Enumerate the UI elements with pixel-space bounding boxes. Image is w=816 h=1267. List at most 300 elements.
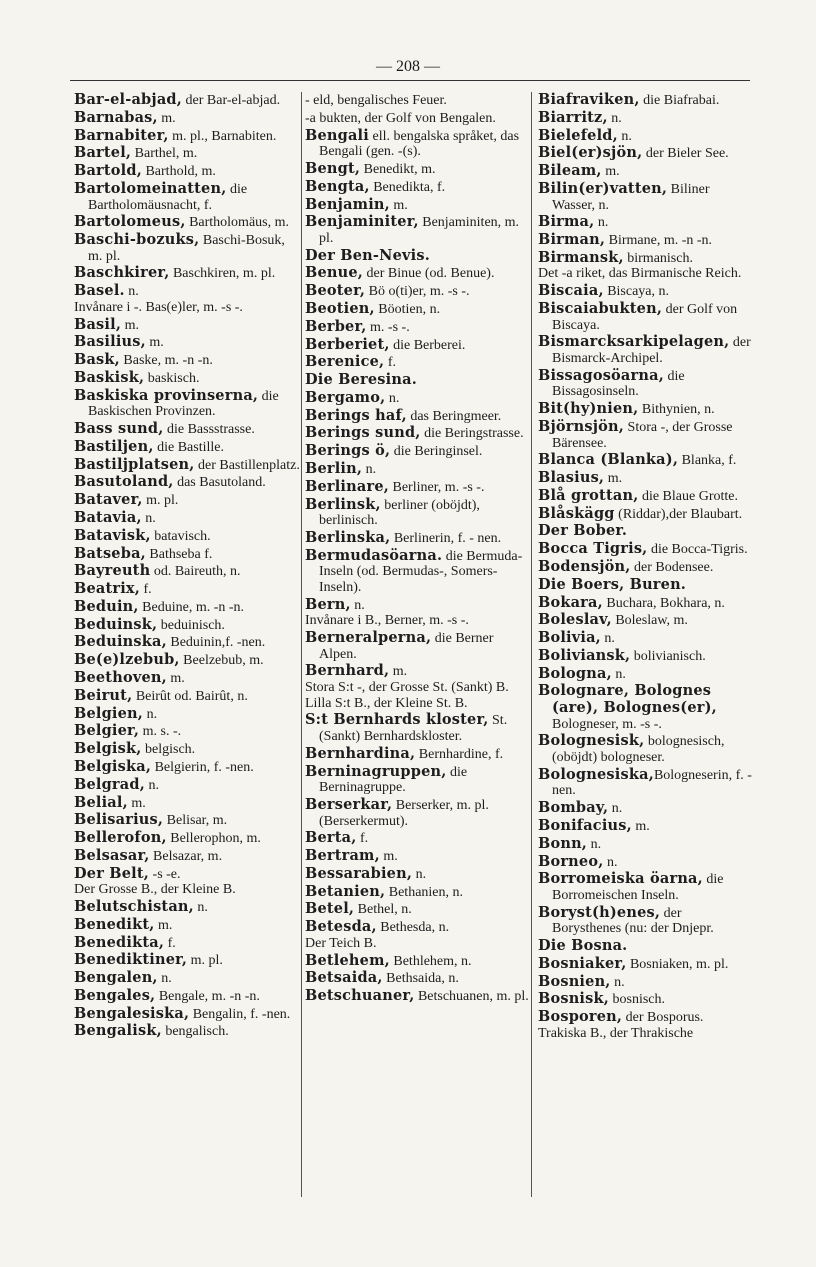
- headword: Björnsjön,: [538, 417, 625, 435]
- definition: m.: [604, 471, 623, 487]
- dictionary-entry: [305, 128, 529, 160]
- headword: Benjaminiter,: [305, 213, 419, 231]
- dictionary-entry: [74, 214, 300, 231]
- definition: Beelzebub, m.: [179, 653, 264, 669]
- definition: n.: [412, 866, 427, 882]
- column-divider: [531, 92, 532, 1197]
- dictionary-entry: [538, 250, 752, 282]
- definition: n.: [144, 777, 159, 793]
- dictionary-entry: [538, 368, 752, 400]
- headword: Bataver,: [74, 491, 143, 509]
- headword: Bocca Tigris,: [538, 540, 648, 558]
- definition: m. pl.: [142, 493, 179, 509]
- headword: Berber,: [305, 317, 367, 335]
- definition: -s -e.: [149, 866, 181, 882]
- dictionary-entry: [74, 421, 300, 438]
- definition: bosnisch.: [609, 992, 665, 1008]
- headword: Berings haf,: [305, 406, 407, 424]
- dictionary-entry: [305, 248, 529, 265]
- dictionary-entry: [538, 181, 752, 213]
- headword: Barnabas,: [74, 108, 158, 126]
- dictionary-entry: [305, 530, 529, 547]
- dictionary-entry: [305, 390, 529, 407]
- headword: Bern,: [305, 595, 351, 613]
- headword: Berlin,: [305, 460, 363, 478]
- headword: Bismarcksarkipelagen,: [538, 333, 730, 351]
- definition: m.: [127, 795, 146, 811]
- headword: Bolognesisk,: [538, 732, 645, 750]
- headword: Beethoven,: [74, 669, 167, 687]
- definition: ell. bengalska språket, das Bengali (gen. -(s).: [319, 128, 520, 160]
- headword: Bosnisk,: [538, 990, 609, 1008]
- headword: Biel(er)sjön,: [538, 144, 643, 162]
- headword: Bielefeld,: [538, 126, 618, 144]
- definition: belgisch.: [141, 742, 196, 758]
- dictionary-entry: [538, 974, 752, 991]
- headword: Belutschistan,: [74, 898, 194, 915]
- dictionary-entry: [305, 970, 529, 987]
- headword: Basilius,: [74, 333, 146, 351]
- headword: Bolognare, Bolognes (are), Bolognes(er),: [538, 682, 717, 717]
- sub-definition: Trakiska B., der Thrakische: [538, 1025, 694, 1041]
- page-number: — 208 —: [376, 58, 440, 75]
- headword: Belsasar,: [74, 846, 150, 864]
- dictionary-entry: [305, 866, 529, 883]
- dictionary-entry: [538, 541, 752, 558]
- definition: die Berner Alpen.: [319, 631, 494, 662]
- definition: die Baskischen Provinzen.: [88, 388, 279, 420]
- headword: Der Bober.: [538, 522, 628, 540]
- dictionary-entry: [74, 599, 300, 616]
- headword: Beirut,: [74, 686, 133, 704]
- definition: n.: [600, 631, 615, 647]
- definition: Birmane, m. -n -n.: [605, 233, 713, 249]
- definition: Bö o(ti)er, m. -s -.: [365, 284, 470, 300]
- dictionary-entry: [305, 354, 529, 371]
- headword: Bellerofon,: [74, 829, 167, 847]
- headword: Batseba,: [74, 544, 146, 562]
- headword: Der Belt,: [74, 864, 150, 882]
- dictionary-entry: [538, 854, 752, 871]
- sub-definition: Lilla S:t B., der Kleine St. B.: [305, 695, 468, 711]
- dictionary-entry: [538, 506, 752, 523]
- headword: Bask,: [74, 351, 120, 369]
- dictionary-entry: [74, 830, 300, 847]
- definition: die Biafrabai.: [639, 93, 720, 108]
- definition: m.: [389, 664, 408, 680]
- dictionary-entry: [305, 919, 529, 951]
- dictionary-entry: [538, 110, 752, 127]
- definition: Bellerophon, m.: [166, 831, 261, 847]
- dictionary-entry: [305, 830, 529, 847]
- dictionary-entry: [305, 372, 529, 389]
- headword: Belgien,: [74, 704, 144, 722]
- headword: Berserkar,: [305, 795, 393, 813]
- definition: Bologneser, m. -s -.: [552, 716, 662, 732]
- definition: m. pl., Barnabiten.: [168, 128, 277, 144]
- definition: f.: [384, 355, 396, 371]
- definition: n.: [594, 215, 609, 231]
- headword: Be(e)lzebub,: [74, 651, 180, 669]
- headword: Batavia,: [74, 509, 142, 526]
- headword: Belgiska,: [74, 757, 152, 775]
- headword: Bartolomeinatten,: [74, 179, 227, 197]
- definition: die Bassstrasse.: [163, 422, 255, 438]
- definition: n.: [587, 836, 602, 852]
- dictionary-entry: [538, 956, 752, 973]
- sub-definition: Invånare i B., Berner, m. -s -.: [305, 613, 469, 629]
- dictionary-entry: [74, 935, 300, 952]
- headword: Berneralperna,: [305, 629, 432, 647]
- dictionary-entry: [538, 128, 752, 145]
- dictionary-entry: [538, 683, 752, 732]
- dictionary-entry: [74, 317, 300, 334]
- column-divider: [301, 92, 302, 1197]
- dictionary-entry: [538, 767, 752, 799]
- dictionary-entry: [538, 1009, 752, 1041]
- definition: Belgierin, f. -nen.: [151, 759, 254, 775]
- definition: batavisch.: [150, 528, 211, 544]
- dictionary-entry: [305, 92, 529, 109]
- headword: Benedikt,: [74, 915, 155, 933]
- definition: od. Baireuth, n.: [150, 564, 241, 580]
- definition: f.: [356, 831, 369, 847]
- dictionary-entry: [305, 497, 529, 529]
- headword: Bengta,: [305, 177, 370, 195]
- headword: Die Bosna.: [538, 937, 628, 955]
- headword: Basutoland,: [74, 473, 174, 491]
- headword: Borromeiska öarna,: [538, 870, 703, 888]
- definition: m.: [157, 110, 176, 126]
- dictionary-entry: [74, 812, 300, 829]
- definition: Bethesda, n.: [376, 920, 450, 936]
- dictionary-entry: [305, 479, 529, 496]
- headword: Die Beresina.: [305, 371, 417, 389]
- headword: Bengalesiska,: [74, 1004, 190, 1022]
- headword: Beoter,: [305, 282, 366, 300]
- definition: Biliner Wasser, n.: [552, 181, 710, 213]
- definition: n.: [124, 284, 139, 300]
- headword: Bosporen,: [538, 1008, 623, 1026]
- headword: Betsaida,: [305, 969, 383, 987]
- dictionary-entry: [538, 334, 752, 366]
- definition: m.: [389, 197, 408, 213]
- definition: der Bismarck-Archipel.: [552, 335, 751, 366]
- dictionary-entry: [74, 988, 300, 1005]
- dictionary-entry: [74, 899, 300, 916]
- definition: n.: [385, 390, 400, 406]
- dictionary-entry: [74, 563, 300, 580]
- dictionary-entry: [74, 110, 300, 127]
- headword: Blanca (Blanka),: [538, 451, 679, 469]
- dictionary-entry: [74, 528, 300, 545]
- definition: die Bastille.: [153, 439, 224, 455]
- dictionary-entry: [74, 1006, 300, 1023]
- headword: Berberiet,: [305, 335, 390, 353]
- definition: die Berberei.: [389, 337, 466, 353]
- definition: - eld, bengalisches Feuer.: [305, 93, 447, 108]
- headword: Bass sund,: [74, 420, 164, 438]
- definition: der Bieler See.: [642, 146, 729, 162]
- headword: Bermudasöarna.: [305, 546, 443, 564]
- dictionary-entry: [74, 145, 300, 162]
- definition: m.: [121, 317, 139, 333]
- headword: Betschuaner,: [305, 987, 415, 1005]
- dictionary-entry: [305, 179, 529, 196]
- dictionary-entry: [538, 232, 752, 249]
- headword: Betel,: [305, 900, 355, 918]
- dictionary-column-2: [305, 92, 529, 1212]
- headword: Bosniaker,: [538, 954, 627, 972]
- dictionary-entry: [74, 706, 300, 723]
- dictionary-entry: [305, 712, 529, 744]
- definition: der Bar-el-abjad.: [182, 93, 281, 108]
- definition: die Bartholomäusnacht, f.: [88, 181, 248, 213]
- definition: das Basutoland.: [173, 475, 266, 491]
- sub-definition: Der Teich B.: [305, 935, 377, 951]
- dictionary-entry: [305, 848, 529, 865]
- definition: Baschkiren, m. pl.: [169, 266, 276, 282]
- dictionary-entry: [305, 746, 529, 763]
- dictionary-entry: [538, 419, 752, 451]
- dictionary-entry: [74, 652, 300, 669]
- definition: n.: [362, 462, 377, 478]
- dictionary-entry: [74, 848, 300, 865]
- definition: f.: [140, 582, 152, 598]
- dictionary-entry: [305, 630, 529, 662]
- definition: der Golf von Biscaya.: [552, 302, 738, 333]
- dictionary-entry: [538, 800, 752, 817]
- headword: Benue,: [305, 264, 364, 282]
- dictionary-entry: [538, 523, 752, 540]
- dictionary-entry: [74, 457, 300, 474]
- definition: n.: [143, 706, 158, 722]
- definition: Barthel, m.: [131, 146, 198, 162]
- definition: m. pl.: [187, 953, 223, 969]
- definition: der Bodensee.: [630, 559, 714, 575]
- headword: Barnabiter,: [74, 126, 169, 144]
- dictionary-entry: [74, 777, 300, 794]
- definition: die Borromeischen Inseln.: [552, 872, 724, 903]
- dictionary-entry: [538, 559, 752, 576]
- dictionary-entry: [538, 488, 752, 505]
- headword: Boliviansk,: [538, 646, 631, 664]
- headword: Bergamo,: [305, 388, 386, 406]
- dictionary-entry: [305, 408, 529, 425]
- definition: n.: [603, 854, 618, 870]
- headword: Bayreuth: [74, 562, 151, 580]
- dictionary-entry: [538, 283, 752, 300]
- dictionary-entry: [74, 617, 300, 634]
- headword: Der Ben-Nevis.: [305, 246, 430, 264]
- definition: Bernhardine, f.: [415, 746, 504, 762]
- headword: Biafraviken,: [538, 92, 640, 108]
- headword: Basil,: [74, 315, 122, 333]
- headword: Belisarius,: [74, 811, 164, 829]
- definition: bengalisch.: [161, 1024, 229, 1040]
- headword: Boleslav,: [538, 611, 612, 629]
- dictionary-entry: [538, 666, 752, 683]
- definition: Bartholomäus, m.: [185, 215, 289, 231]
- dictionary-entry: [305, 265, 529, 282]
- dictionary-entry: [74, 917, 300, 934]
- headword: Bernhard,: [305, 662, 390, 680]
- headword: Bengali: [305, 126, 369, 144]
- definition: Benedikt, m.: [360, 161, 436, 177]
- definition: Buchara, Bokhara, n.: [602, 595, 725, 611]
- definition: Beduinin,f. -nen.: [166, 635, 266, 651]
- definition: n.: [608, 801, 623, 817]
- dictionary-entry: [74, 723, 300, 740]
- dictionary-entry: [305, 197, 529, 214]
- dictionary-entry: [74, 352, 300, 369]
- definition: n.: [607, 110, 622, 126]
- dictionary-entry: [74, 492, 300, 509]
- definition: Benjaminiten, m. pl.: [319, 215, 520, 246]
- headword: Bolivia,: [538, 629, 601, 647]
- headword: Bonifacius,: [538, 816, 632, 834]
- definition: Bethlehem, n.: [389, 953, 472, 969]
- dictionary-entry: [305, 337, 529, 354]
- dictionary-entry: [538, 470, 752, 487]
- definition: Blanka, f.: [678, 453, 737, 469]
- dictionary-entry: [74, 334, 300, 351]
- dictionary-entry: [74, 232, 300, 264]
- definition: der Bosporus.: [622, 1010, 704, 1026]
- dictionary-column-1: [74, 92, 300, 1212]
- headword: Bertram,: [305, 847, 380, 865]
- dictionary-entry: [538, 577, 752, 594]
- definition: (Riddar),der Blaubart.: [614, 506, 743, 522]
- definition: der Bastillenplatz.: [194, 457, 300, 473]
- headword: Bar-el-abjad,: [74, 92, 183, 108]
- dictionary-entry: [305, 884, 529, 901]
- definition: Stora -, der Grosse Bärensee.: [552, 419, 733, 451]
- dictionary-entry: [305, 797, 529, 829]
- dictionary-entry: [74, 670, 300, 687]
- definition: die Beringinsel.: [390, 444, 483, 460]
- definition: f.: [164, 935, 176, 951]
- dictionary-entry: [538, 938, 752, 955]
- dictionary-entry: [538, 301, 752, 333]
- definition: Bengalin, f. -nen.: [189, 1006, 291, 1022]
- dictionary-entry: [305, 597, 529, 629]
- headword: Biscaiabukten,: [538, 300, 663, 317]
- definition: der Binue (od. Benue).: [363, 266, 495, 282]
- headword: Bissagosöarna,: [538, 366, 664, 384]
- headword: Baschi-bozuks,: [74, 231, 200, 249]
- definition: Beirût od. Bairût, n.: [132, 688, 248, 704]
- definition: die Blaue Grotte.: [638, 488, 738, 504]
- definition: m.: [154, 917, 173, 933]
- dictionary-entry: [74, 546, 300, 563]
- definition: Beduine, m. -n -n.: [138, 599, 245, 615]
- definition: bolognesisch, (oböjdt) bologneser.: [552, 734, 725, 765]
- sub-definition: Stora S:t -, der Grosse St. (Sankt) B.: [305, 680, 509, 696]
- dictionary-entry: [305, 110, 529, 127]
- headword: Belgier,: [74, 722, 140, 740]
- dictionary-entry: [74, 759, 300, 776]
- definition: m. s. -.: [139, 724, 182, 740]
- definition: Belisar, m.: [163, 813, 228, 829]
- dictionary-entry: [538, 214, 752, 231]
- headword: Bileam,: [538, 162, 602, 180]
- headword: Beotien,: [305, 300, 375, 317]
- definition: die Bissagosinseln.: [552, 368, 685, 400]
- headword: Borneo,: [538, 852, 604, 870]
- dictionary-entry: [74, 952, 300, 969]
- dictionary-entry: [74, 688, 300, 705]
- definition: die Beringstrasse.: [420, 426, 524, 442]
- definition: Bethel, n.: [354, 902, 412, 918]
- headword: Benjamin,: [305, 195, 390, 213]
- dictionary-entry: [538, 630, 752, 647]
- dictionary-entry: [538, 163, 752, 180]
- dictionary-entry: [305, 161, 529, 178]
- dictionary-entry: [538, 145, 752, 162]
- definition: Bosniaken, m. pl.: [626, 956, 729, 972]
- dictionary-entry: [538, 991, 752, 1008]
- dictionary-entry: [305, 901, 529, 918]
- dictionary-entry: [538, 595, 752, 612]
- headword: Baskiska provinserna,: [74, 386, 259, 404]
- headword: Bengales,: [74, 986, 156, 1004]
- headword: Bodensjön,: [538, 557, 631, 575]
- dictionary-entry: [74, 634, 300, 651]
- dictionary-entry: [538, 612, 752, 629]
- headword: Blå grottan,: [538, 486, 639, 504]
- definition: Böotien, n.: [374, 302, 441, 317]
- definition: m.: [379, 849, 398, 865]
- dictionary-entry: [74, 370, 300, 387]
- dictionary-entry: [74, 265, 300, 282]
- headword: Baskisk,: [74, 368, 145, 386]
- definition: Barthold, m.: [141, 164, 216, 180]
- headword: Birmansk,: [538, 248, 624, 266]
- headword: Bombay,: [538, 799, 609, 817]
- definition: Bethanien, n.: [385, 884, 464, 900]
- definition: m.: [631, 818, 650, 834]
- dictionary-entry: [305, 461, 529, 478]
- sub-definition: Invånare i -. Bas(e)ler, m. -s -.: [74, 299, 243, 315]
- definition: m.: [166, 671, 185, 687]
- definition: Betschuanen, m. pl.: [414, 989, 529, 1005]
- dictionary-entry: [74, 581, 300, 598]
- headword: Bit(hy)nien,: [538, 400, 639, 418]
- dictionary-entry: [74, 866, 300, 898]
- headword: Bologna,: [538, 664, 612, 682]
- headword: Beduinsk,: [74, 615, 158, 633]
- dictionary-entry: [538, 836, 752, 853]
- headword: Berninagruppen,: [305, 762, 447, 780]
- dictionary-entry: [538, 733, 752, 765]
- headword: Blasius,: [538, 469, 605, 487]
- headword: Baschkirer,: [74, 264, 170, 282]
- dictionary-entry: [74, 970, 300, 987]
- headword: Bernhardina,: [305, 744, 416, 762]
- definition: baskisch.: [144, 370, 200, 386]
- headword: Basel.: [74, 282, 125, 300]
- dictionary-entry: [74, 795, 300, 812]
- dictionary-entry: [305, 443, 529, 460]
- definition: berliner (oböjdt), berlinisch.: [319, 497, 480, 529]
- dictionary-entry: [74, 283, 300, 315]
- headword: Benediktiner,: [74, 951, 188, 969]
- header-rule: [70, 80, 750, 81]
- headword: Betesda,: [305, 918, 377, 936]
- dictionary-entry: [538, 905, 752, 937]
- dictionary-entry: [74, 128, 300, 145]
